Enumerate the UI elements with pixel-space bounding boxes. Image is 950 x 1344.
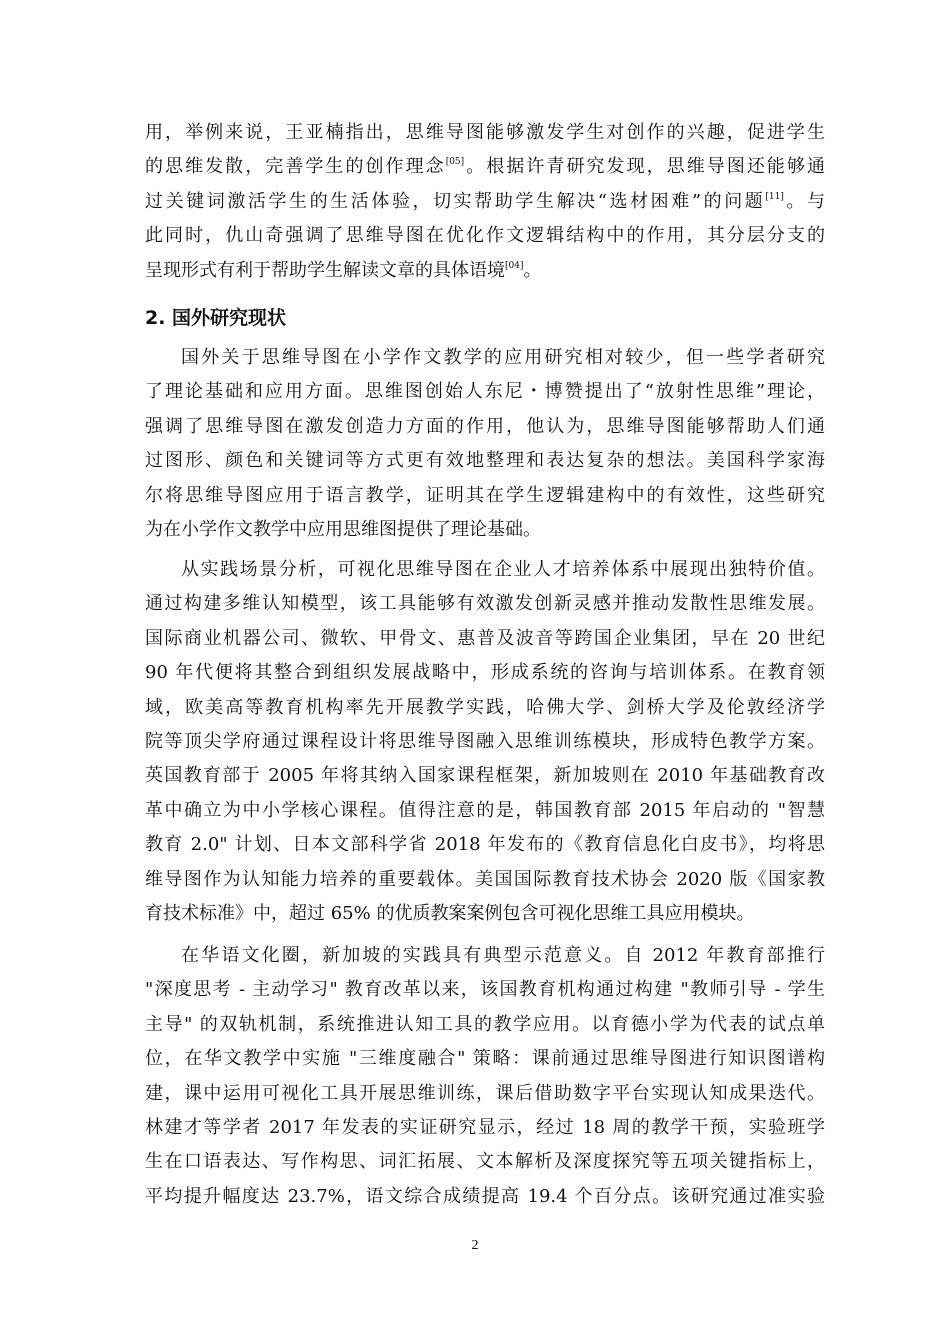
text-line: 通过构建多维认知模型，该工具能够有效激发创新灵感并推动发散性思维发展。 xyxy=(145,593,825,615)
text-span: 。根据许青研究发现，思维导图还能够通 xyxy=(464,156,825,178)
text-line: 用，举例来说，王亚楠指出，思维导图能够激发学生对创作的兴趣，促进学生 xyxy=(145,122,825,143)
text-line: 维导图作为认知能力培养的重要载体。美国国际教育技术协会 2020 版《国家教 xyxy=(145,868,825,890)
text-line: 革中确立为中小学核心课程。值得注意的是，韩国教育部 2015 年启动的 "智慧 xyxy=(145,799,825,821)
text-line: 从实践场景分析，可视化思维导图在企业人才培养体系中展现出独特价值。 xyxy=(181,559,825,580)
text-span: 过关键词激活学生的生活体验，切实帮助学生解决“选材困难”的问题 xyxy=(145,190,766,212)
text-line: 域，欧美高等教育机构率先开展教学实践，哈佛大学、剑桥大学及伦敦经济学 xyxy=(145,696,825,718)
text-line: 在华语文化圈，新加坡的实践具有典型示范意义。自 2012 年教育部推行 xyxy=(181,945,825,966)
paragraph-chinese-culture xyxy=(145,939,825,1214)
text-line: 林建才等学者 2017 年发表的实证研究显示，经过 18 周的教学干预，实验班学 xyxy=(145,1116,825,1138)
text-line: 强调了思维导图在激发创造力方面的作用，他认为，思维导图能够帮助人们通 xyxy=(145,415,825,437)
text-line: 尔将思维导图应用于语言教学，证明其在学生逻辑建构中的有效性，这些研究 xyxy=(145,484,825,506)
text-line: 90 年代便将其整合到组织发展战略中，形成系统的咨询与培训体系。在教育领 xyxy=(145,662,825,684)
text-line: 平均提升幅度达 23.7%，语文综合成绩提高 19.4 个百分点。该研究通过准实验 xyxy=(145,1185,825,1207)
text-span: 。 xyxy=(523,259,542,281)
text-line xyxy=(145,185,825,219)
citation-marker: [04] xyxy=(505,260,524,271)
section-heading: 2. 国外研究现状 xyxy=(145,307,287,329)
text-line xyxy=(145,254,825,288)
text-line: 了理论基础和应用方面。思维图创始人东尼・博赞提出了“放射性思维”理论， xyxy=(145,381,825,403)
text-span: 呈现形式有利于帮助学生解读文章的具体语境 xyxy=(145,259,505,281)
text-line: 此同时，仇山奇强调了思维导图在优化作文逻辑结构中的作用，其分层分支的 xyxy=(145,225,825,247)
text-line: 位，在华文教学中实施 "三维度融合" 策略：课前通过思维导图进行知识图谱构 xyxy=(145,1048,825,1070)
text-line: 英国教育部于 2005 年将其纳入国家课程框架，新加坡则在 2010 年基础教育改 xyxy=(145,765,825,787)
paragraph-practice-scenarios xyxy=(145,553,825,931)
text-line: 育技术标准》中，超过 65% 的优质教案案例包含可视化思维工具应用模块。 xyxy=(145,902,755,924)
text-span: 的思维发散，完善学生的创作理念 xyxy=(145,156,446,178)
text-line: "深度思考 - 主动学习" 教育改革以来，该国教育机构通过构建 "教师引导 - 学生 xyxy=(145,979,825,1001)
citation-marker: [11] xyxy=(765,191,784,202)
text-line: 为在小学作文教学中应用思维图提供了理论基础。 xyxy=(145,518,541,540)
text-line: 主导" 的双轨机制，系统推进认知工具的教学应用。以育德小学为代表的试点单 xyxy=(145,1013,825,1035)
text-line: 建，课中运用可视化工具开展思维训练，课后借助数字平台实现认知成果迭代。 xyxy=(145,1082,825,1104)
page-number: 2 xyxy=(471,1238,479,1253)
text-line: 院等顶尖学府通过课程设计将思维导图融入思维训练模块，形成特色教学方案。 xyxy=(145,730,825,752)
text-line: 国际商业机器公司、微软、甲骨文、惠普及波音等跨国企业集团，早在 20 世纪 xyxy=(145,627,825,649)
paragraph-foreign-theory xyxy=(145,341,825,547)
text-line: 生在口语表达、写作构思、词汇拓展、文本解析及深度探究等五项关键指标上， xyxy=(145,1151,825,1173)
citation-marker: [05] xyxy=(445,157,465,168)
text-line: 国外关于思维导图在小学作文教学的应用研究相对较少，但一些学者研究 xyxy=(181,347,825,368)
text-line: 过图形、颜色和关键词等方式更有效地整理和表达复杂的想法。美国科学家海 xyxy=(145,450,825,472)
text-line xyxy=(145,150,825,184)
paragraph-domestic-continuation xyxy=(145,116,825,288)
text-span: 。与 xyxy=(783,190,826,212)
text-line: 教育 2.0" 计划、日本文部科学省 2018 年发布的《教育信息化白皮书》，均将思 xyxy=(145,834,825,856)
